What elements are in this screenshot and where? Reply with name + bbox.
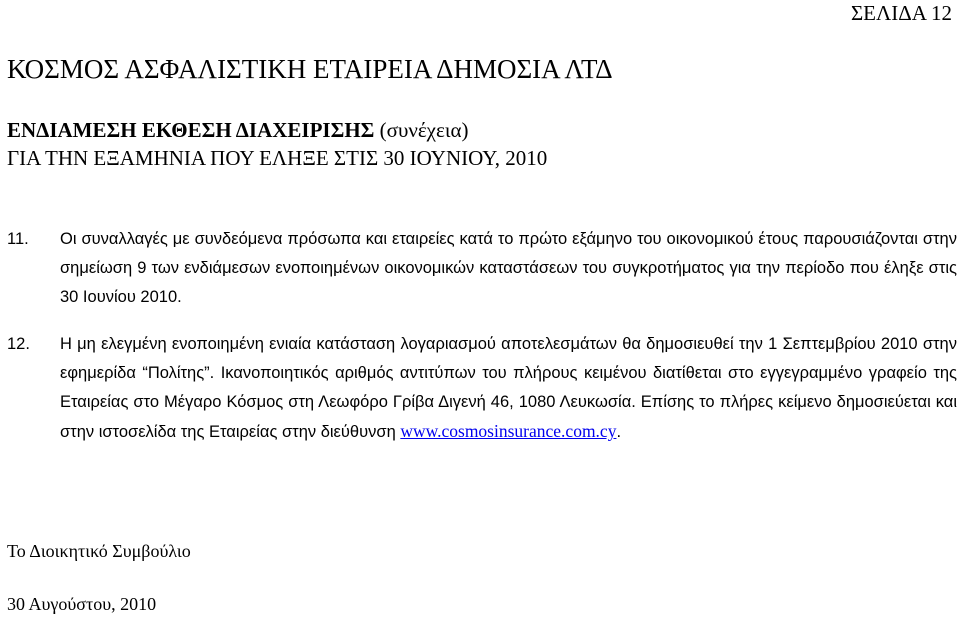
note-11: [7, 225, 957, 312]
note-12-body: [60, 330, 957, 447]
note-12-text: Η μη ελεγμένη ενοποιημένη ενιαία κατάσταση λογαριασμού αποτελεσμάτων θα δημοσιευθεί την 1 Σεπτεμβρίου 2010 στην εφημερίδα “Πολίτης”. Ικανοποιητικός αριθμός αντιτύπων του πλήρους κειμένου διατίθεται στο εγγεγραμμένο γραφείο της Εταιρείας στο Μέγαρο Κόσμος στη Λεωφόρο Γρίβα Διγενή 46, 1080 Λευκωσία. Επίσης το πλήρες κείμενο δημοσιεύεται και στην ιστοσελίδα της Εταιρείας στην διεύθυνση: [60, 335, 957, 441]
page-number: ΣΕΛΙΔΑ 12: [850, 1, 952, 25]
report-period: ΓΙΑ ΤΗΝ ΕΞΑΜΗΝΙΑ ΠΟΥ ΕΛΗΞΕ ΣΤΙΣ 30 ΙΟΥΝΙΟΥ, 2010: [7, 146, 548, 170]
note-12-number: 12.: [7, 335, 30, 353]
website-link[interactable]: www.cosmosinsurance.com.cy: [400, 421, 617, 441]
report-title-bold: ΕΝΔΙΑΜΕΣΗ ΕΚΘΕΣΗ ΔΙΑΧΕΙΡΙΣΗΣ: [7, 118, 375, 142]
report-title: [7, 116, 468, 144]
board-signature: Το Διοικητικό Συμβούλιο: [7, 541, 191, 561]
signature-date: 30 Αυγούστου, 2010: [7, 594, 157, 614]
note-11-number: 11.: [7, 230, 29, 248]
company-title: ΚΟΣΜΟΣ ΑΣΦΑΛΙΣΤΙΚΗ ΕΤΑΙΡΕΙΑ ΔΗΜΟΣΙΑ ΛΤΔ: [7, 54, 613, 84]
report-title-suffix: (συνέχεια): [374, 118, 469, 142]
note-11-text: Οι συναλλαγές με συνδεόμενα πρόσωπα και εταιρείες κατά το πρώτο εξάμηνο του οικονομικού έτους παρουσιάζονται στην σημείωση 9 των ενδιάμεσων ενοποιημένων οικονομικών καταστάσεων του συγκροτήματος για την περίοδο που έληξε στις 30 Ιουνίου 2010.: [60, 230, 957, 306]
note-12-end: .: [616, 423, 622, 441]
note-12: [7, 330, 957, 447]
